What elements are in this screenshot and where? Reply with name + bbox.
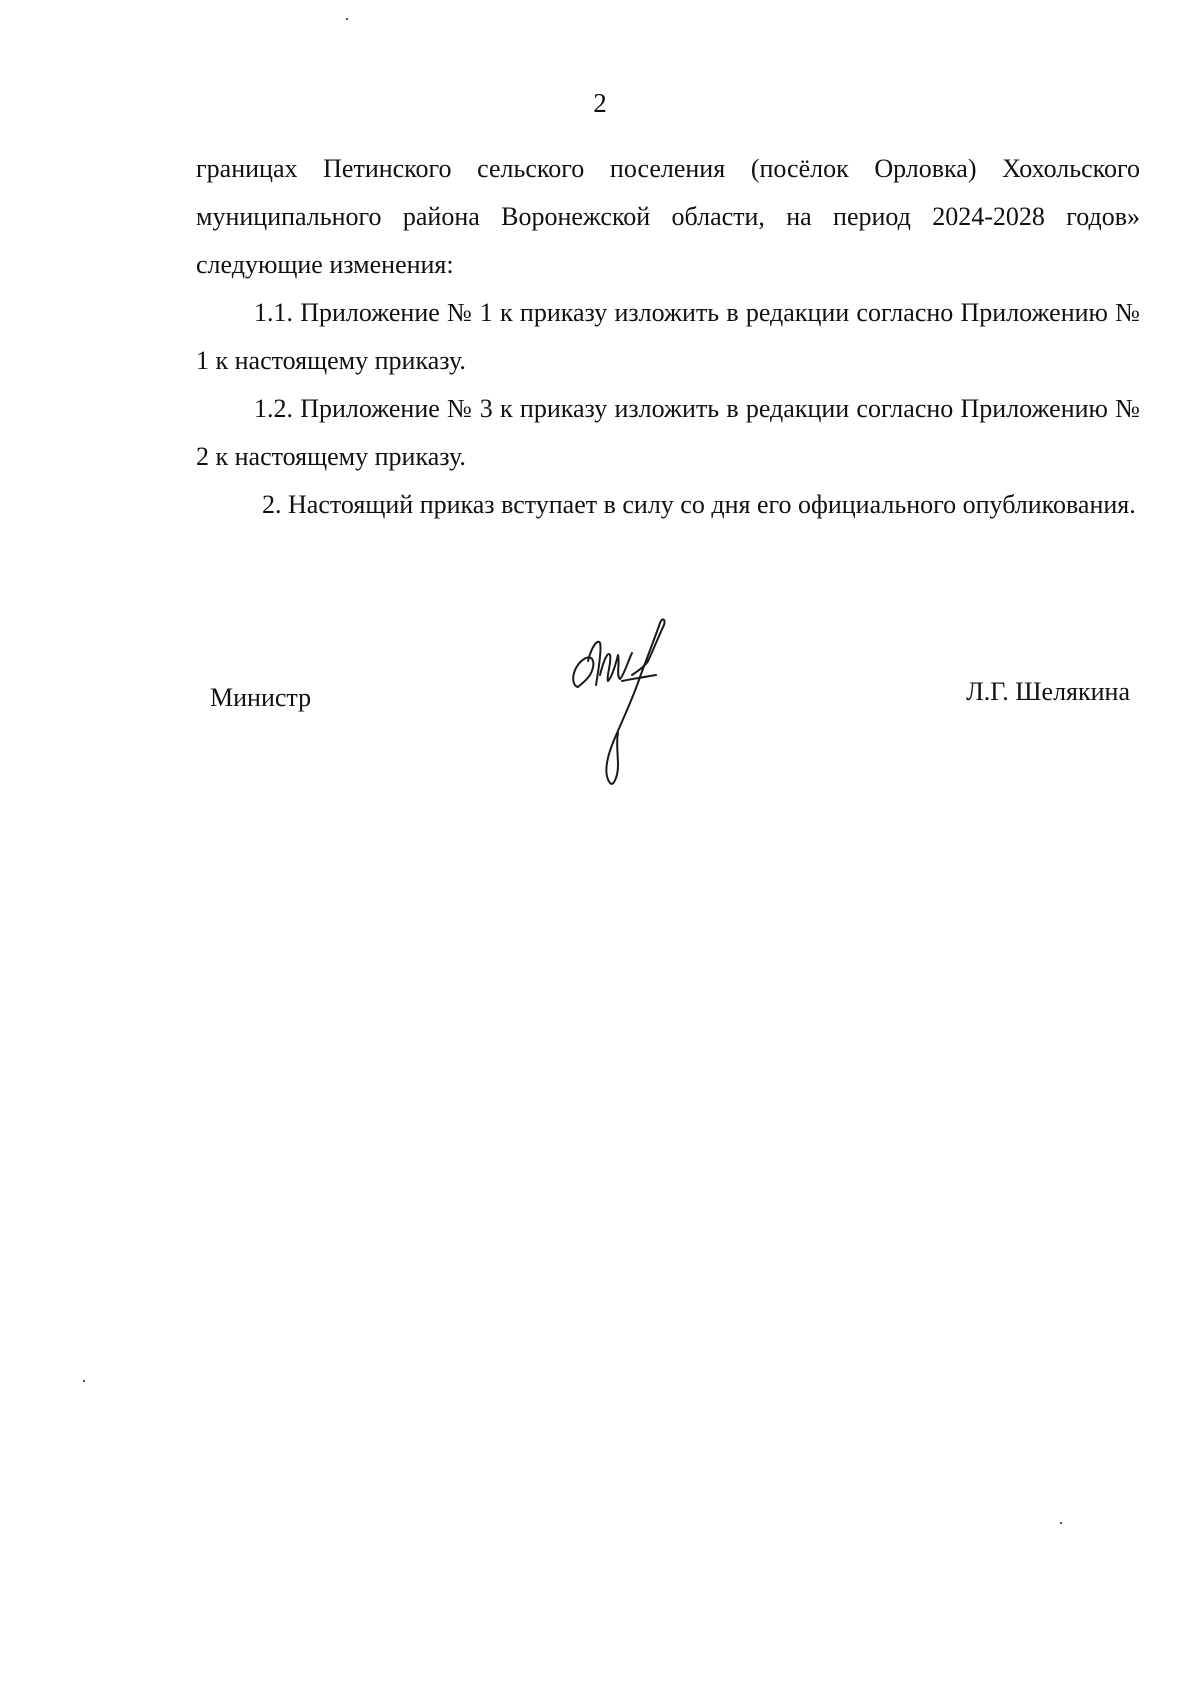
signatory-name: Л.Г. Шелякина [966,677,1130,706]
signatory-role: Министр [210,683,312,712]
scan-speck [83,1380,85,1382]
scan-speck [1060,1522,1062,1524]
paragraph-item-1-1: 1.1. Приложение № 1 к приказу изложить в редакции согласно Приложению № 1 к настоящему приказу. [196,298,1140,375]
paragraph-item-1-2: 1.2. Приложение № 3 к приказу изложить в редакции согласно Приложению № 2 к настоящему приказу. [196,394,1140,471]
document-body [196,145,1140,529]
handwritten-signature-icon [560,615,710,795]
paragraph-continuation: границах Петинского сельского поселения (посёлок Орловка) Хохольского муниципального района Воронежской области, на период 2024-2028 годов» следующие изменения: [196,154,1140,279]
scan-speck [346,18,348,20]
paragraph-item-2: 2. Настоящий приказ вступает в силу со дня его официального опубликования. [262,490,1136,519]
page-number: 2 [593,88,607,118]
signature-block [0,615,1200,795]
